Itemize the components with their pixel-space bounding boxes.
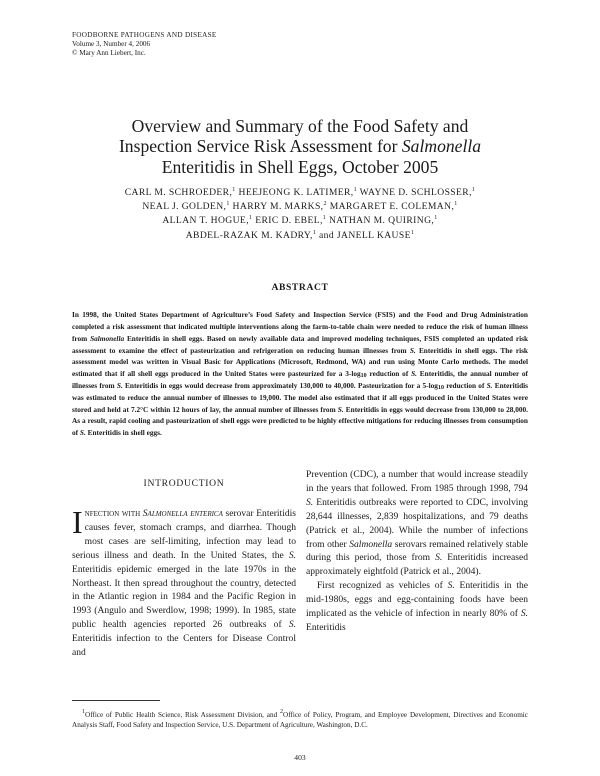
author-list [40, 186, 560, 243]
paper-title [40, 116, 560, 178]
journal-volume: Volume 3, Number 4, 2006 [72, 40, 151, 49]
author-line-2 [40, 200, 560, 214]
author: ERIC D. EBEL, [252, 215, 323, 227]
footnote-divider [72, 700, 160, 701]
author-line-4 [40, 229, 560, 243]
intro-paragraph-2: First recognized as vehicles of S. Enteritidis in the mid-1980s, eggs and egg-containing foods have been implicated as the vehicle of infection in nearly 80% of S. Enteritidis [306, 580, 528, 633]
affiliation-mark: 1 [249, 215, 253, 222]
page-number: 403 [294, 753, 306, 762]
author: NEAL J. GOLDEN, [142, 201, 227, 213]
introduction-heading: INTRODUCTION [143, 478, 225, 489]
affiliation-footnote: $^1$Office of Public Health Science, Risk Assessment Division, and $^2$Office of Policy, Program, and Employee Development, Directives and Economic Analysis Staff, Food Safety and Inspection Service, U.S. Department of Agriculture, Washington, D.C. [72, 709, 528, 729]
journal-copyright: © Mary Ann Liebert, Inc. [72, 49, 146, 58]
affiliation-mark: 1 [353, 187, 358, 193]
intro-paragraph-1-continued: Prevention (CDC), a number that would increase steadily in the years that followed. From 1985 through 1998, 794 S. Enteritidis outbreaks were reported to CDC, involving 28,644 illnesses, 2,839 hospitalizations, and 79 deaths (Patrick et al., 2004). While the number of infections from other Salmonella serovars remained relatively stable during this period, those from S. Enteritidis increased approximately eightfold (Patrick et al., 2004). [306, 469, 528, 578]
affiliation-mark: 1 [434, 215, 438, 222]
affiliation-mark: 1 [232, 187, 236, 193]
journal-info [72, 31, 217, 59]
author: ABDEL-RAZAK M. KADRY, [185, 229, 313, 241]
author: MARGARET E. COLEMAN, [326, 201, 455, 213]
title-line-2-italic: Salmonella [401, 136, 482, 157]
affiliation-mark: 1 [322, 215, 327, 222]
drop-cap: I [72, 504, 83, 540]
title-line-1: Overview and Summary of the Food Safety and [131, 115, 469, 136]
author: HARRY M. MARKS, [229, 201, 324, 213]
author-line-3 [40, 214, 560, 228]
affiliation-mark: 1 [454, 201, 458, 208]
author: ALLAN T. HOGUE, [162, 215, 249, 227]
affiliation-mark: 1 [226, 201, 230, 208]
affiliation-mark: 1 [410, 229, 415, 236]
author: WAYNE D. SCHLOSSER, [357, 187, 472, 198]
title-line-3: Enteritidis in Shell Eggs, October 2005 [161, 156, 439, 177]
affiliation-mark: 1 [471, 187, 476, 193]
affiliation-mark: 2 [323, 201, 327, 208]
right-column [306, 468, 528, 635]
author: CARL M. SCHROEDER, [124, 187, 233, 198]
intro-paragraph-1: Infection with Salmonella enterica serovar Enteritidis causes fever, stomach cramps, and diarrhea. Though most cases are self-limiting, infection may lead to serious illness and death. In the United States, the S. Enteritidis epidemic emerged in the late 1970s in the Northeast. It then spread throughout the country, detected in the Atlantic region in 1984 and the Pacific Region in 1993 (Angulo and Swerdlow, 1998; 1999). In 1985, state public health agencies reported 26 outbreaks of S. Enteritidis infection to the Centers for Disease Control and [72, 504, 296, 659]
left-column [72, 478, 296, 660]
author: and JANELL KAUSE [316, 229, 411, 241]
author: NATHAN M. QUIRING, [326, 215, 435, 227]
journal-name: FOODBORNE PATHOGENS AND DISEASE [72, 31, 217, 39]
author-line-1 [40, 186, 560, 200]
abstract-heading: ABSTRACT [271, 282, 329, 293]
abstract-text: In 1998, the United States Department of Agriculture’s Food Safety and Inspection Service (FSIS) and the Food and Drug Administration completed a risk assessment that indicated multiple interventions along the farm-to-table chain were needed to reduce the risk of human illness from Salmonella Enteritidis in shell eggs. Based on newly available data and improved modeling techniques, FSIS completed an updated risk assessment to examine the effect of pasteurization and refrigeration on reducing human illnesses from S. Enteritidis in shell eggs. The risk assessment model was written in Visual Basic for Applications (Microsoft, Redmond, WA) and run using Monte Carlo methods. The model estimated that if all shell eggs produced in the United States were pasteurized for a $3-\log_{10}$ reduction of S. Enteritidis, the annual number of illnesses from S. Enteritidis in eggs would decrease from approximately 130,000 to 40,000. Pasteurization for a $5-\log_{10}$ reduction of S. Enteritidis was estimated to reduce the annual number of illnesses to 19,000. The model also estimated that if all eggs produced in the United States were stored and held at 7.2°C within 12 hours of lay, the annual number of illnesses from S. Enteritidis in eggs would decrease from 130,000 to 28,000. As a result, rapid cooling and pasteurization of shell eggs were predicted to be highly effective mitigations for reducing illnesses from consumption of S. Enteritidis in shell eggs. [72, 310, 529, 438]
title-line-2: Inspection Service Risk Assessment for [118, 136, 402, 157]
affiliation-mark: 1 [312, 229, 317, 236]
author: HEEJEONG K. LATIMER, [235, 187, 354, 198]
